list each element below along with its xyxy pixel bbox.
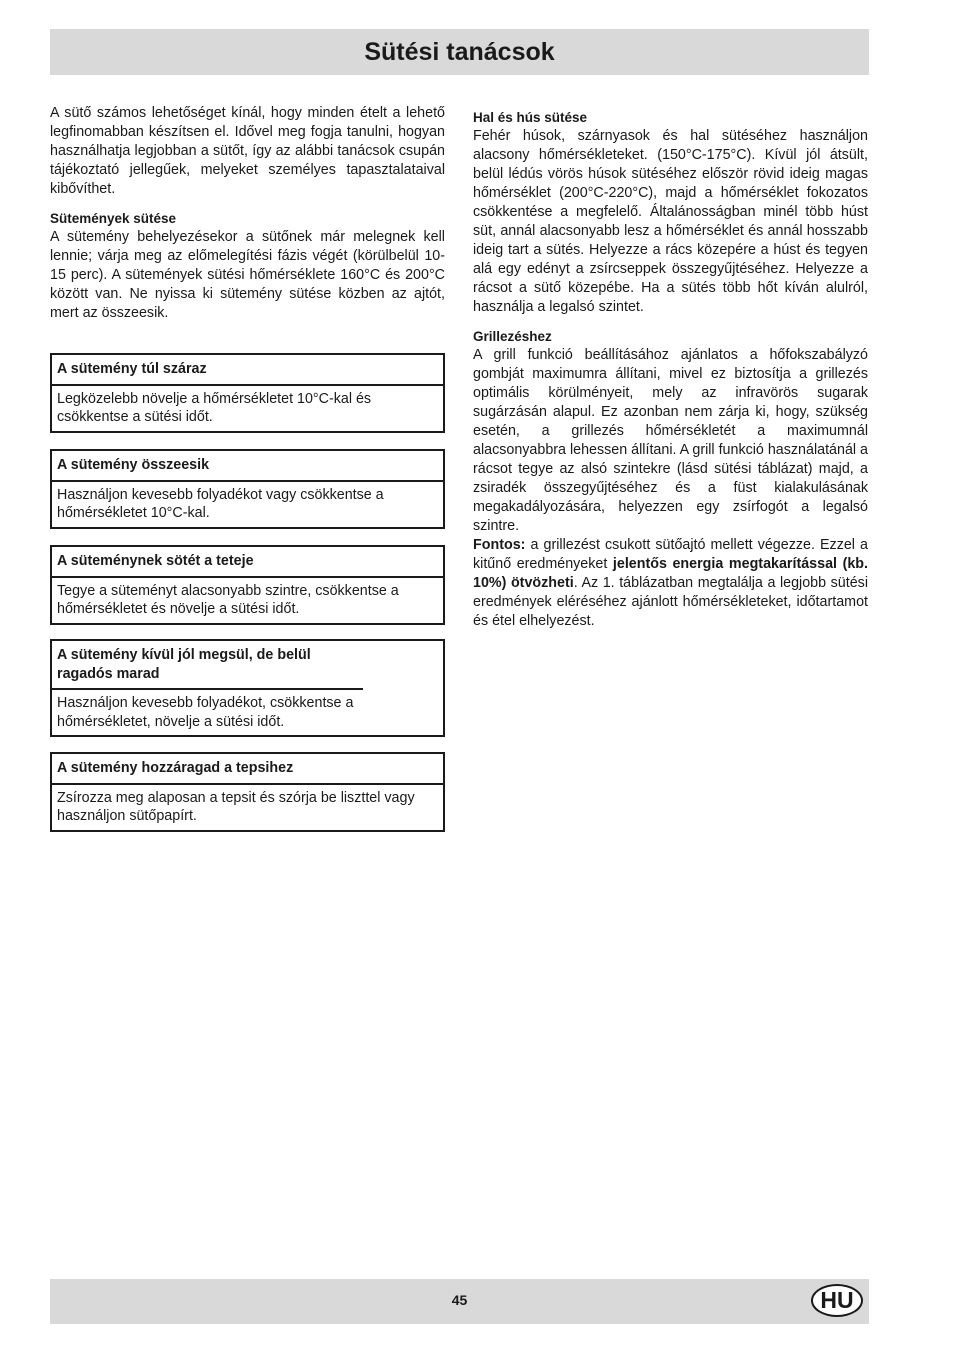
language-badge: HU <box>811 1284 863 1317</box>
important-text-1: a grillezést csukott sütőajtó mellett végezze. Ezzel a kitűnő eredményeket <box>473 537 868 572</box>
important-bold-text: jelentős energia megtakarítással (kb. 10%) ötvözheti <box>473 556 868 591</box>
fish-heading: Hal és hús sütése <box>473 110 588 125</box>
fish-paragraph: Fehér húsok, szárnyasok és hal sütéséhez használjon alacsony hőmérsékleteket. (150°C-175°C). Kívül jól átsült, belül lédús vörös húsok sütéséhez először rövid ideig magas hőmérséklet (200°C-220°C), majd a hőmérséklet fokozatos csökkentése a megfelelő. Általánosságban minél több húst süt, annál alacsonyabb lesz a hőmérséklet és annál hosszabb ideig tart a sütés. Helyezze a rács közepére a húst és tegyen alá egy edényt a zsírcseppek összegyűjtéséhez. Helyezze a rácsot a sütő közepébe. Ha a sütés több hőt kíván alulról, használja a legalsó szintet. <box>473 128 868 315</box>
important-paragraph <box>473 536 868 631</box>
cakes-heading: Sütemények sütése <box>50 211 177 226</box>
tip-table-sticks-to-pan <box>50 752 445 832</box>
page-title: Sütési tanácsok <box>364 37 555 66</box>
grill-paragraph: A grill funkció beállításához ajánlatos a hőfokszabályzó gombját maximumra állítani, mivel ez biztosítja a grillezés optimális körülményeit, mely az infravörös sugarak sugárzásán alapul. Ez azonban nem zárja ki, hogy, szükség esetén, a grillezés hőmérsékletét a maximumnál alacsonyabbra lehessen állítani. A grill funkció használatánál a rácsot tegye az alsó szintekre (lásd sütési táblázat) majd, a zsiradék összegyűjtéséhez és a füst kialakulásának megakadályozására, helyezzen egy zsírfogót a legalsó szintre. <box>473 347 869 534</box>
page-number: 45 <box>451 1292 468 1308</box>
tip-table-header: A sütemény túl száraz <box>52 355 443 386</box>
tip-table-body: Tegye a süteményt alacsonyabb szintre, csökkentse a hőmérsékletet és növelje a sütési időt. <box>57 582 399 617</box>
right-column <box>473 108 868 631</box>
cakes-paragraph: A sütemény behelyezésekor a sütőnek már melegnek kell lennie; várja meg az előmelegítési fázis végét (körülbelül 10-15 perc). A sütemények sütési hőmérséklete 160°C és 200°C között van. Ne nyissa ki sütemény sütése közben az ajtót, mert az összeesik. <box>50 229 445 321</box>
title-bar <box>50 29 869 75</box>
important-text-2: . Az 1. táblázatban megtalálja a legjobb sütési eredmények eléréséhez ajánlott hőmérsékleteket, időtartamot és étel elhelyezést. <box>473 575 868 629</box>
footer-bar <box>50 1279 869 1324</box>
tip-table-body: Használjon kevesebb folyadékot vagy csökkentse a hőmérsékletet 10°C-kal. <box>57 486 384 521</box>
tip-table-body: Legközelebb növelje a hőmérsékletet 10°C-kal és csökkentse a sütési időt. <box>57 390 372 425</box>
tip-table-collapse <box>50 449 445 529</box>
intro-paragraph: A sütő számos lehetőséget kínál, hogy minden ételt a lehető legfinomabban készítsen el. Idővel meg fogja tanulni, hogyan használhatja legjobban a sütőt, így az alábbi tanácsok csupán tájékoztató jellegűek, melyeket személyes tapasztalataival kibővíthet. <box>50 105 445 197</box>
tip-table-header: A sütemény kívül jól megsül, de belül ragadós marad <box>52 641 363 690</box>
tip-table-sticky-inside <box>50 639 445 737</box>
tip-table-dark-top <box>50 545 445 625</box>
tip-table-dry <box>50 353 445 433</box>
important-label: Fontos: <box>473 537 526 553</box>
tip-table-body: Zsírozza meg alaposan a tepsit és szórja be liszttel vagy használjon sütőpapírt. <box>57 789 415 824</box>
left-column <box>50 104 445 323</box>
tip-table-header: A sütemény hozzáragad a tepsihez <box>52 754 443 785</box>
tip-table-body: Használjon kevesebb folyadékot, csökkentse a hőmérsékletet, növelje a sütési időt. <box>57 695 354 730</box>
tip-table-header: A süteménynek sötét a teteje <box>52 547 443 578</box>
grill-heading: Grillezéshez <box>473 329 552 344</box>
tip-table-header: A sütemény összeesik <box>52 451 443 482</box>
